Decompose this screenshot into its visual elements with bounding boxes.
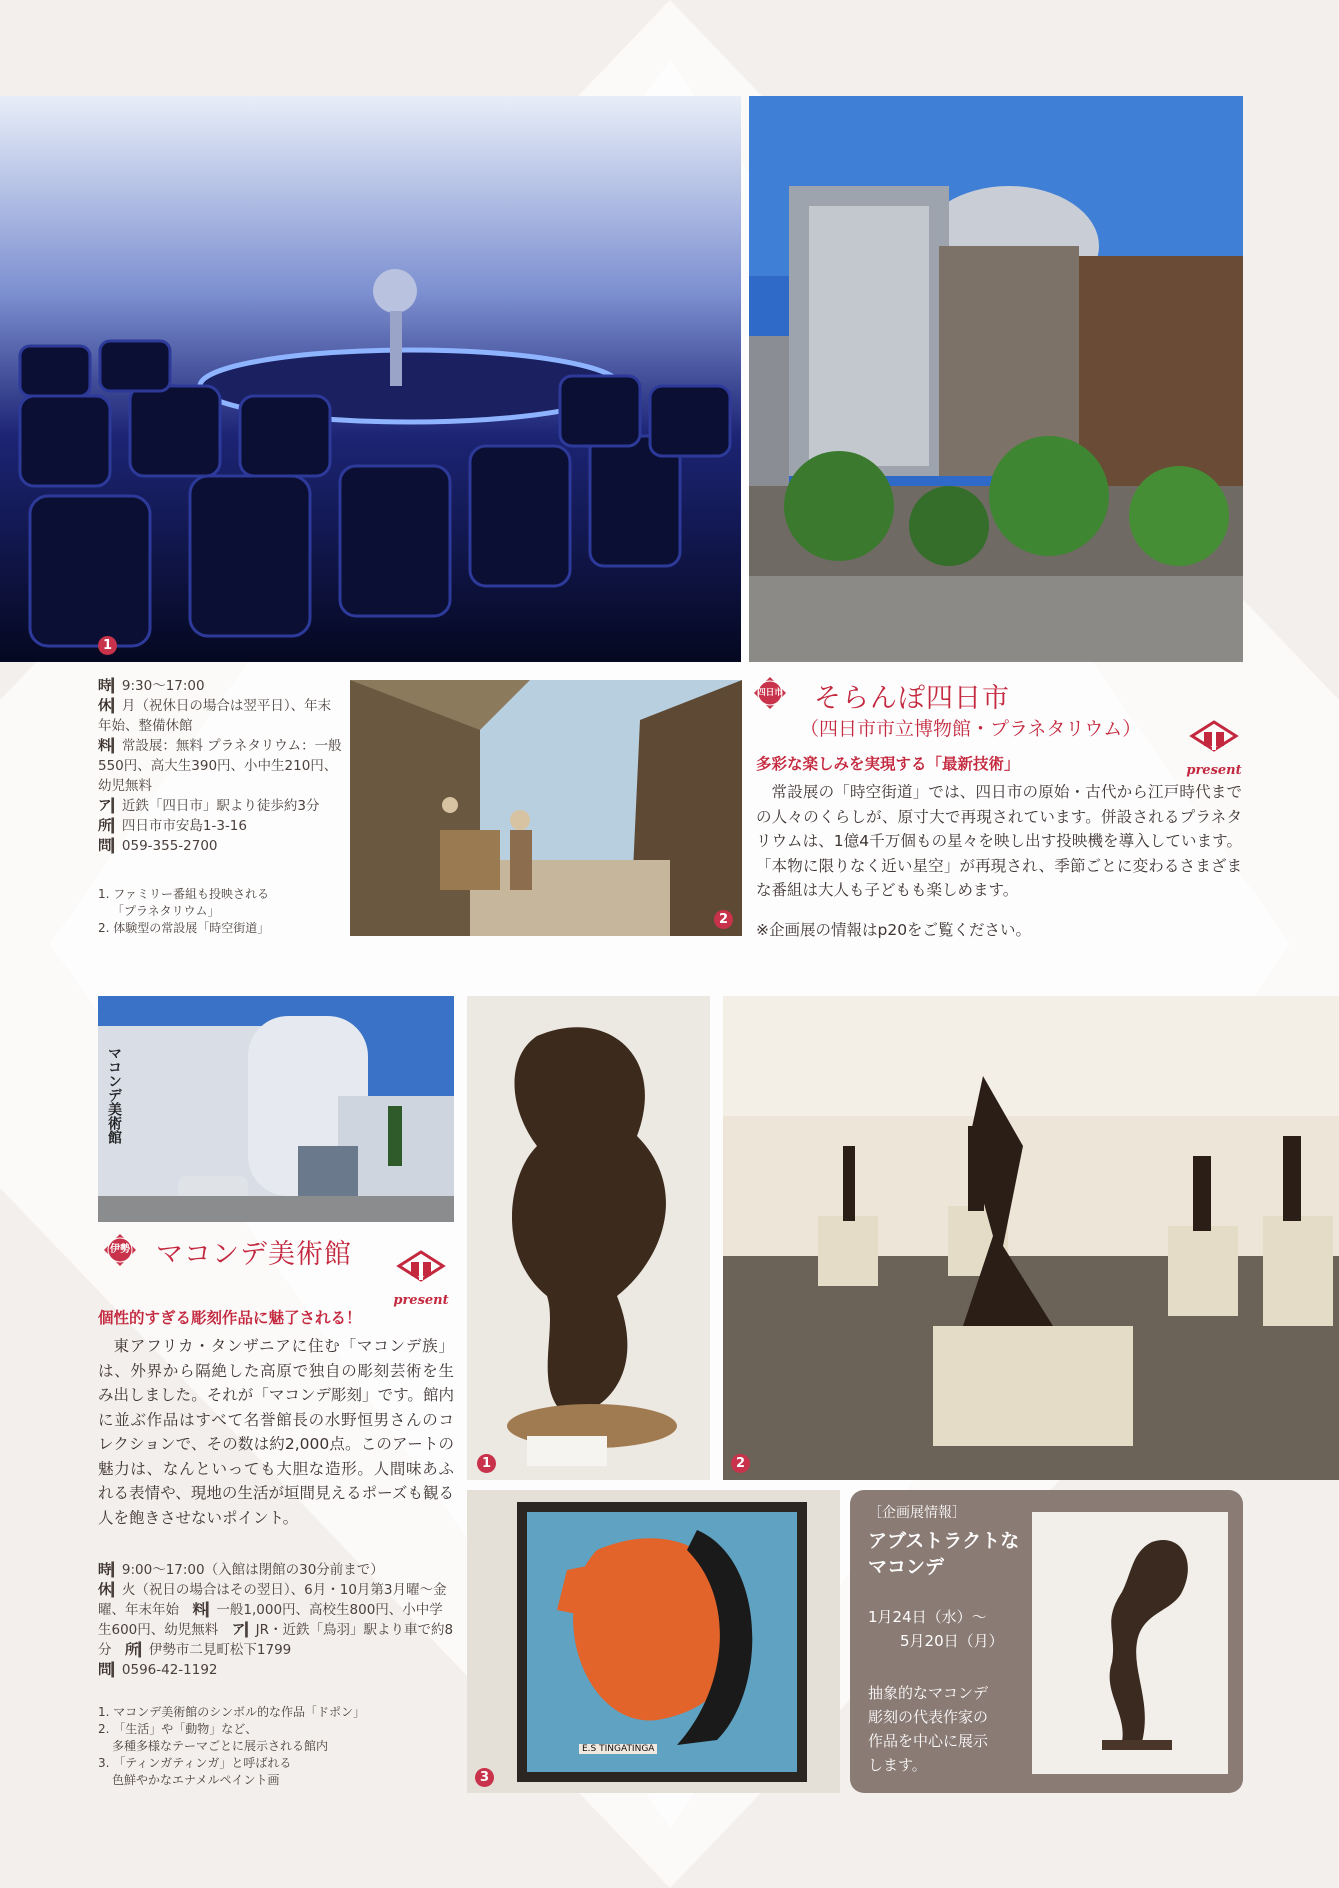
makonde-building-photo [98, 996, 454, 1222]
present-icon-2 [393, 1250, 449, 1308]
section1-subtitle: （四日市市立博物館・プラネタリウム） [800, 718, 1142, 740]
section1-body: 常設展の「時空街道」では、四日市の原始・古代から江戸時代までの人々のくらしが、原寸大で再現されています。併設されるプラネタリウムは、1億4千万個もの星々を映し出す投映機を導入しています。「本物に限りなく近い星空」が再現され、季節ごとに変わるさまざまな番組は大人も子どもも楽しめます。 [756, 783, 1242, 899]
caption-1: 1. ファミリー番組も投映される [98, 887, 270, 901]
info-fee: 料▎常設展：無料 プラネタリウム：一般550円、高大生390円、小中生210円、幼児無料 [98, 738, 342, 794]
info2-hours: 時▎9:00〜17:00（入館は閉館の30分前まで） [98, 1562, 384, 1578]
planetarium-photo [0, 96, 741, 662]
gallery-interior-photo [723, 996, 1339, 1480]
caption2-3b: 色鮮やかなエナメルペイント画 [112, 1773, 280, 1787]
jikuu-kaido-photo [350, 680, 742, 936]
dopon-sculpture-photo [467, 996, 710, 1480]
info-address: 所▎四日市市安島1-3-16 [98, 818, 247, 834]
present-label-2: present [393, 1293, 449, 1308]
exhibition-desc-3: 作品を中心に展示 [868, 1732, 989, 1750]
info-hours: 時▎9:30〜17:00 [98, 678, 205, 694]
section1-title: そらんぽ四日市 [814, 683, 1010, 714]
section2-info [98, 1560, 454, 1680]
info2-phone: 問▎0596-42-1192 [98, 1662, 218, 1678]
exhibition-title-2: マコンデ [868, 1556, 945, 1578]
caption2-2: 2. 「生活」や「動物」など、 [98, 1722, 258, 1736]
exhibition-info-box [850, 1490, 1243, 1793]
abstract-sculpture-photo [1032, 1512, 1228, 1774]
section2-title: マコンデ美術館 [156, 1239, 352, 1270]
painting-signature: E.S TINGATINGA [579, 1744, 657, 1754]
caption2-3: 3. 「ティンガティンガ」と呼ばれる [98, 1756, 292, 1770]
exhibition-desc-4: します。 [868, 1756, 927, 1774]
section1-lead: 多彩な楽しみを実現する「最新技術」 [756, 755, 1020, 773]
info2-closed-fee-access-address: 休▎火（祝日の場合はその翌日）、6月・10月第3月曜〜金曜、年末年始 料▎一般1,000円、高校生800円、小中学生600円、幼児無料 ア▎JR・近鉄「鳥羽」駅より車で約8分 所▎伊勢市二見町松下1799 [98, 1582, 454, 1658]
gift-icon [393, 1250, 449, 1290]
exhibition-date-1: 1月24日（水）〜 [868, 1608, 987, 1626]
exhibition-desc-2: 彫刻の代表作家の [868, 1708, 989, 1726]
section1-note: ※企画展の情報はp20をご覧ください。 [756, 921, 1032, 939]
section2-lead: 個性的すぎる彫刻作品に魅了される！ [98, 1309, 362, 1327]
photo-number-1: 1 [98, 636, 117, 655]
tingatinga-painting-photo [467, 1490, 840, 1793]
exhibition-date-2: 5月20日（月） [900, 1632, 1004, 1650]
section1-captions [98, 886, 343, 937]
photo-number-2: 2 [714, 910, 733, 929]
gift-icon [1186, 720, 1242, 760]
region-badge-ise-label: 伊勢 [110, 1244, 130, 1255]
section2-body: 東アフリカ・タンザニアに住む「マコンデ族」は、外界から隔絶した高原で独自の彫刻芸術を生み出しました。それが「マコンデ彫刻」です。館内に並ぶ作品はすべて名誉館長の水野恒男さんのコレクションで、その数は約2,000点。このアートの魅力は、なんといっても大胆な造形。人間味あふれる表情や、現地の生活が垣間見えるポーズも観る人を飽きさせないポイント。 [98, 1337, 454, 1527]
photo-number-1-makonde: 1 [477, 1454, 496, 1473]
section2-captions [98, 1704, 454, 1789]
caption-2: 2. 体験型の常設展「時空街道」 [98, 921, 270, 935]
present-label: present [1186, 763, 1242, 778]
exhibition-desc-1: 抽象的なマコンデ [868, 1684, 989, 1702]
region-badge-label: 四日市 [757, 688, 783, 698]
building-sign: マコンデ美術館 [106, 1046, 122, 1144]
exhibition-title-1: アブストラクトな [868, 1530, 1020, 1552]
caption2-2b: 多種多様なテーマごとに展示される館内 [112, 1739, 329, 1753]
info-closed: 休▎月（祝休日の場合は翌平日）、年末年始、整備休館 [98, 698, 332, 734]
info-phone: 問▎059-355-2700 [98, 838, 218, 854]
photo-number-2-makonde: 2 [731, 1454, 750, 1473]
caption-1b: 「プラネタリウム」 [112, 904, 220, 918]
exhibition-header: ［企画展情報］ [868, 1505, 966, 1521]
section1-info [98, 676, 343, 856]
caption2-1: 1. マコンデ美術館のシンボル的な作品「ドポン」 [98, 1705, 365, 1719]
photo-number-3-makonde: 3 [475, 1768, 494, 1787]
info-access: ア▎近鉄「四日市」駅より徒歩約3分 [98, 798, 320, 814]
present-icon [1186, 720, 1242, 778]
museum-building-photo [749, 96, 1243, 662]
